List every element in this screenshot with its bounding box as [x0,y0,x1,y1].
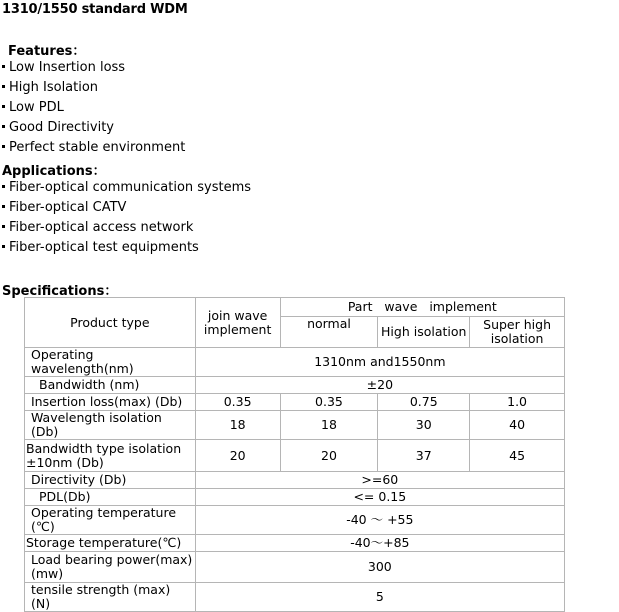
application-item: Fiber-optical access network [2,220,193,235]
row-label: Operating temperature (℃) [25,506,196,535]
bullet-icon [2,185,5,188]
table-row [25,377,565,394]
row-value: 40 [470,411,565,440]
feature-item: Perfect stable environment [2,140,185,155]
bullet-icon [2,105,5,108]
row-value: 5 [195,583,564,612]
table-row [25,489,565,506]
row-value: 18 [280,411,378,440]
table-row [25,394,565,411]
header-high-isolation: High isolation [378,317,470,348]
application-item: Fiber-optical test equipments [2,240,199,255]
row-label: PDL(Db) [25,489,196,506]
row-value: 0.35 [280,394,378,411]
header-join-wave: join wave implement [195,298,280,348]
bullet-icon [2,65,5,68]
row-value: 18 [195,411,280,440]
row-value: 1.0 [470,394,565,411]
row-label: Operating wavelength(nm) [25,348,196,377]
bullet-icon [2,245,5,248]
row-label: Wavelength isolation (Db) [25,411,196,440]
feature-item: Good Directivity [2,120,114,135]
header-product-type: Product type [25,298,196,348]
table-row [25,535,565,552]
table-row [25,552,565,583]
specifications-heading: Specifications： [2,284,118,299]
row-value: -40 ～ +55 [195,506,564,535]
row-value: -40～+85 [195,535,564,552]
application-item: Fiber-optical communication systems [2,180,251,195]
row-label: Load bearing power(max) (mw) [25,552,196,583]
row-value: 37 [378,440,470,472]
table-row [25,506,565,535]
feature-item: Low Insertion loss [2,60,125,75]
table-row [25,472,565,489]
header-normal: normal [280,317,378,348]
application-item: Fiber-optical CATV [2,200,126,215]
row-value: 45 [470,440,565,472]
row-value: 0.75 [378,394,470,411]
row-value: 1310nm and1550nm [195,348,564,377]
feature-item: High Isolation [2,80,98,95]
table-row [25,411,565,440]
row-label: Bandwidth type isolation ±10nm (Db) [25,440,196,472]
bullet-icon [2,85,5,88]
bullet-icon [2,205,5,208]
table-row [25,440,565,472]
applications-heading: Applications： [2,164,106,179]
table-row [25,348,565,377]
row-value: 20 [280,440,378,472]
row-value: >=60 [195,472,564,489]
features-heading: Features： [8,44,86,59]
row-label: Storage temperature(℃) [25,535,196,552]
row-label: Bandwidth (nm) [25,377,196,394]
row-value: <= 0.15 [195,489,564,506]
table-row [25,583,565,612]
row-label: tensile strength (max) (N) [25,583,196,612]
page-title: 1310/1550 standard WDM [2,2,188,17]
header-part-wave: Part wave implement [280,298,564,317]
row-label: Insertion loss(max) (Db) [25,394,196,411]
row-value: 30 [378,411,470,440]
row-value: ±20 [195,377,564,394]
feature-item: Low PDL [2,100,64,115]
bullet-icon [2,145,5,148]
bullet-icon [2,125,5,128]
row-value: 0.35 [195,394,280,411]
row-value: 300 [195,552,564,583]
bullet-icon [2,225,5,228]
row-value: 20 [195,440,280,472]
specifications-table [24,297,565,612]
header-super-high-isolation: Super high isolation [470,317,565,348]
row-label: Directivity (Db) [25,472,196,489]
